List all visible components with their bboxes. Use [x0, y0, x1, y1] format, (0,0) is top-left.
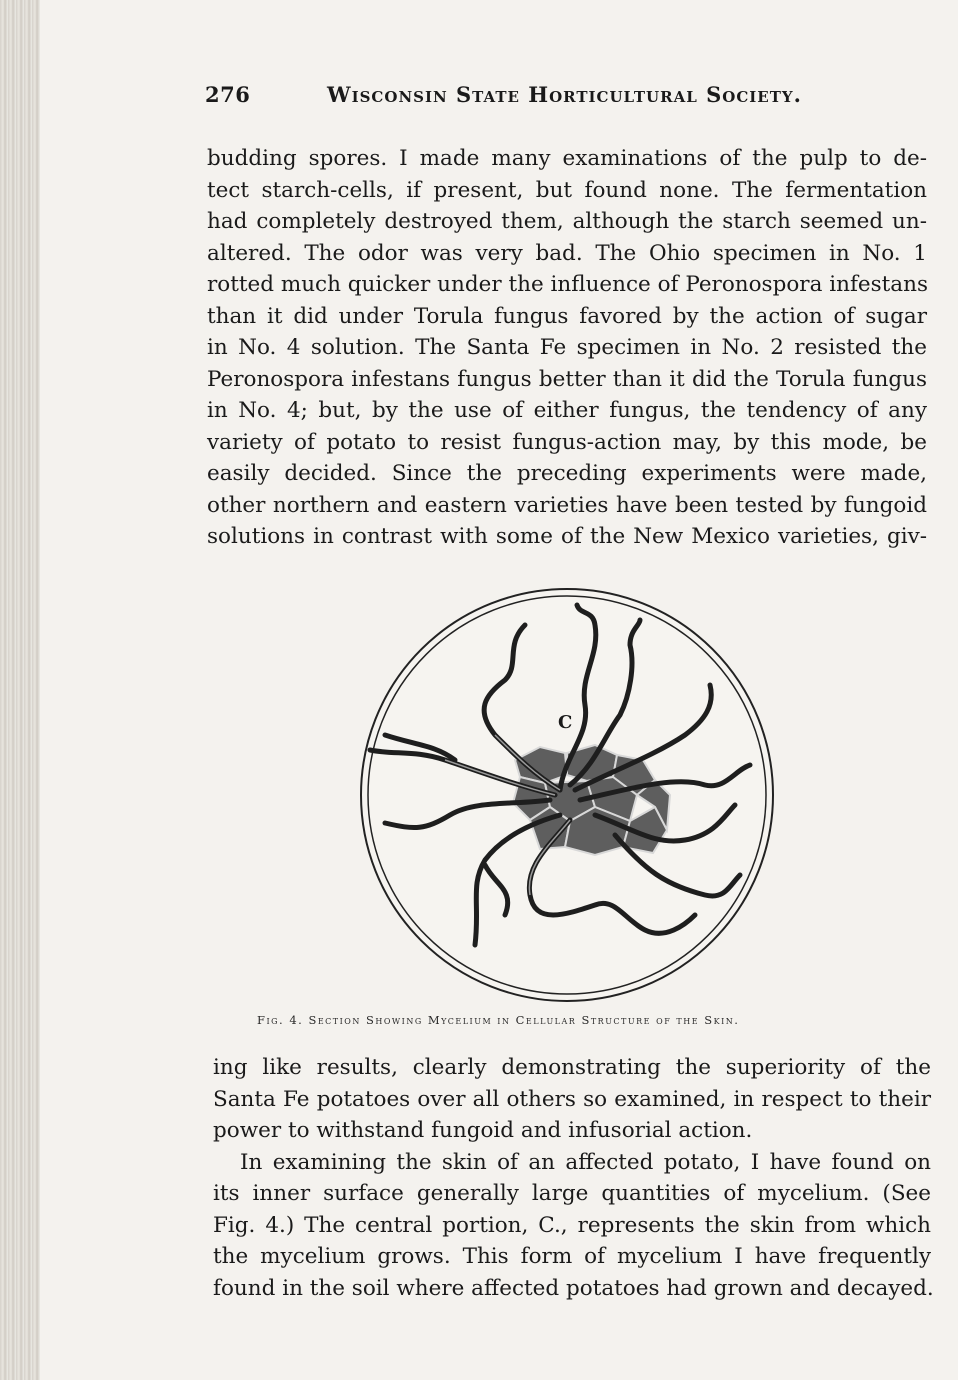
- page-binding-edge: [0, 0, 40, 1380]
- running-head: Wisconsin State Horticultural Society.: [327, 82, 802, 107]
- text-line: the mycelium grows. This form of mycelium I have frequently: [213, 1244, 931, 1269]
- text-line: than it did under Torula fungus favored by the action of sugar: [207, 303, 927, 329]
- page-number: 276: [205, 82, 251, 107]
- text-line: in No. 4; but, by the use of either fungus, the tendency of any: [207, 398, 927, 423]
- figure-label-c: C: [558, 712, 573, 733]
- text-line: other northern and eastern varieties have been tested by fungoid: [207, 492, 927, 518]
- text-line: power to withstand fungoid and infusorial action.: [213, 1118, 753, 1143]
- text-line: variety of potato to resist fungus-action may, by this mode, be: [207, 429, 927, 455]
- text-line: easily decided. Since the preceding experiments were made,: [207, 461, 927, 486]
- text-line: found in the soil where affected potatoes had grown and decayed.: [213, 1275, 934, 1301]
- text-line: altered. The odor was very bad. The Ohio specimen in No. 1: [207, 240, 927, 266]
- text-line: In examining the skin of an affected potato, I have found on: [240, 1149, 931, 1175]
- text-line: budding spores. I made many examinations of the pulp to de-: [207, 146, 927, 171]
- text-line: rotted much quicker under the influence of Peronospora infestans: [207, 272, 929, 297]
- body-text-bottom: [213, 1052, 934, 1304]
- text-line: Santa Fe potatoes over all others so examined, in respect to their: [213, 1086, 931, 1112]
- body-text-top: [207, 143, 927, 553]
- text-line: Peronospora infestans fungus better than it did the Torula fungus: [207, 366, 927, 392]
- mycelium-illustration: [355, 585, 785, 1005]
- text-line: had completely destroyed them, although the starch seemed un-: [207, 209, 927, 234]
- text-line: ing like results, clearly demonstrating the superiority of the: [213, 1055, 931, 1080]
- text-line: in No. 4 solution. The Santa Fe specimen in No. 2 resisted the: [207, 335, 927, 360]
- text-line: its inner surface generally large quantities of mycelium. (See: [213, 1181, 931, 1206]
- text-line: solutions in contrast with some of the New Mexico varieties, giv-: [207, 524, 927, 549]
- text-line: tect starch-cells, if present, but found none. The fermentation: [207, 177, 927, 203]
- figure-caption: Fig. 4. Section Showing Mycelium in Cellular Structure of the Skin.: [257, 1013, 740, 1027]
- text-line: Fig. 4.) The central portion, C., represents the skin from which: [213, 1212, 931, 1238]
- page-header: [205, 82, 825, 116]
